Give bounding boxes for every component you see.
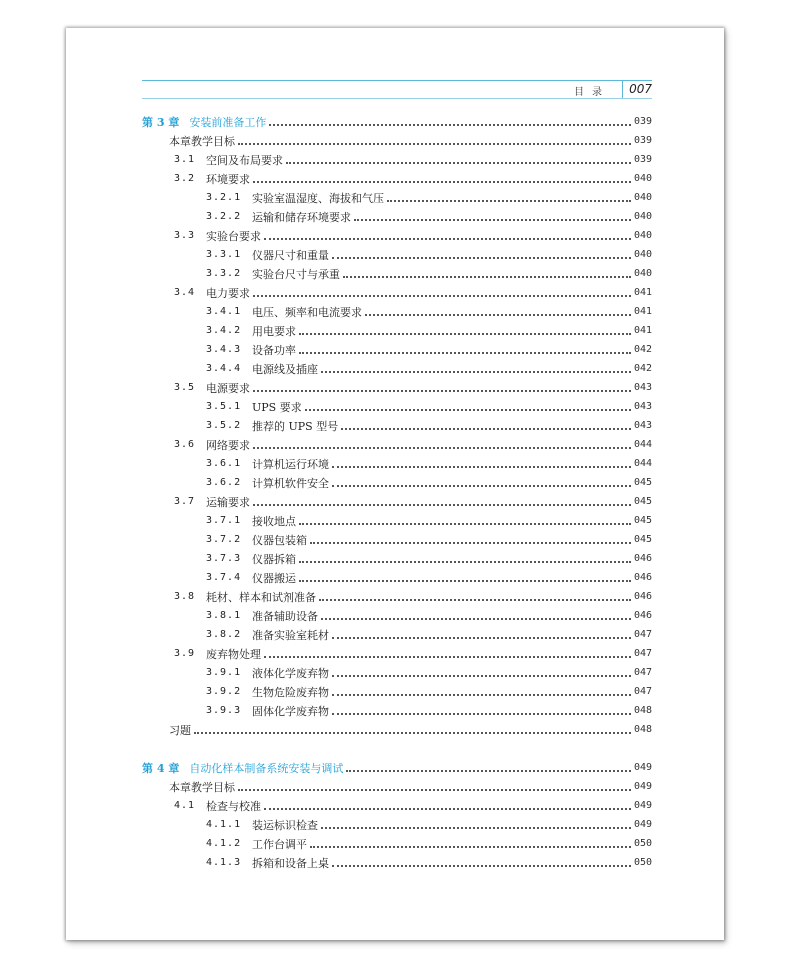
- dot-leader: [299, 352, 631, 354]
- dot-leader: [332, 485, 631, 487]
- dot-leader: [332, 637, 631, 639]
- page-number: 045: [633, 477, 652, 488]
- subsection-title: 固体化学废弃物: [252, 704, 329, 718]
- toc-section[interactable]: [142, 150, 652, 169]
- toc-entry-exercises[interactable]: [142, 720, 652, 739]
- page-number: 040: [633, 268, 652, 279]
- subsection-number: 3.5.1: [206, 401, 242, 412]
- subsection-title: 生物危险废弃物: [252, 685, 329, 699]
- page-number: 046: [633, 591, 652, 602]
- dot-leader: [299, 580, 631, 582]
- section-title: 耗材、样本和试剂准备: [206, 590, 316, 604]
- page-number: 042: [633, 363, 652, 374]
- dot-leader: [253, 447, 631, 449]
- section-title: 检查与校准: [206, 799, 261, 813]
- dot-leader: [332, 694, 631, 696]
- header-page-number: 007: [622, 80, 652, 98]
- subsection-number: 3.8.2: [206, 629, 242, 640]
- dot-leader: [299, 333, 631, 335]
- section-title: 实验台要求: [206, 229, 261, 243]
- toc-section[interactable]: [142, 587, 652, 606]
- subsection-title: 计算机运行环境: [252, 457, 329, 471]
- page-number: 039: [633, 135, 652, 146]
- page-number: 045: [633, 515, 652, 526]
- page-number: 049: [633, 800, 652, 811]
- chapter-title: 自动化样本制备系统安装与调试: [189, 761, 344, 775]
- subsection-number: 3.2.2: [206, 211, 242, 222]
- subsection-number: 3.5.2: [206, 420, 242, 431]
- toc-subsection[interactable]: [142, 416, 652, 435]
- header-bottom-rule: [142, 98, 652, 99]
- dot-leader: [238, 143, 631, 145]
- subsection-title: 仪器包装箱: [252, 533, 307, 547]
- dot-leader: [253, 295, 631, 297]
- subsection-title: 准备辅助设备: [252, 609, 318, 623]
- subsection-number: 3.7.2: [206, 534, 242, 545]
- subsection-title: 工作台调平: [252, 837, 307, 851]
- toc-entry-objectives[interactable]: [142, 777, 652, 796]
- page-number: 041: [633, 287, 652, 298]
- dot-leader: [194, 732, 631, 734]
- subsection-title: 仪器搬运: [252, 571, 296, 585]
- toc-subsection[interactable]: [142, 549, 652, 568]
- page-number: 049: [633, 819, 652, 830]
- section-number: 3.8: [174, 591, 196, 602]
- subsection-number: 3.9.1: [206, 667, 242, 678]
- page-number: 040: [633, 249, 652, 260]
- dot-leader: [253, 504, 631, 506]
- subsection-title: 设备功率: [252, 343, 296, 357]
- dot-leader: [299, 523, 631, 525]
- toc-section[interactable]: [142, 283, 652, 302]
- running-header: [142, 80, 652, 98]
- toc-entry-objectives[interactable]: [142, 131, 652, 150]
- page-number: 041: [633, 325, 652, 336]
- subsection-number: 3.2.1: [206, 192, 242, 203]
- subsection-number: 3.4.1: [206, 306, 242, 317]
- toc-subsection[interactable]: [142, 834, 652, 853]
- subsection-number: 3.4.3: [206, 344, 242, 355]
- toc-subsection[interactable]: [142, 625, 652, 644]
- section-number: 3.2: [174, 173, 196, 184]
- toc-section[interactable]: [142, 378, 652, 397]
- page-number: 045: [633, 534, 652, 545]
- section-number: 3.5: [174, 382, 196, 393]
- section-number: 3.3: [174, 230, 196, 241]
- book-page: [66, 28, 724, 940]
- section-number: 3.6: [174, 439, 196, 450]
- page-number: 040: [633, 173, 652, 184]
- page-number: 040: [633, 211, 652, 222]
- subsection-title: 运输和储存环境要求: [252, 210, 351, 224]
- toc-subsection[interactable]: [142, 606, 652, 625]
- subsection-title: 仪器拆箱: [252, 552, 296, 566]
- subsection-number: 3.9.3: [206, 705, 242, 716]
- page-number: 049: [633, 781, 652, 792]
- toc-section[interactable]: [142, 492, 652, 511]
- dot-leader: [332, 675, 631, 677]
- dot-leader: [286, 162, 631, 164]
- dot-leader: [264, 808, 631, 810]
- toc-subsection[interactable]: [142, 473, 652, 492]
- page-number: 046: [633, 553, 652, 564]
- dot-leader: [332, 466, 631, 468]
- toc-subsection[interactable]: [142, 207, 652, 226]
- subsection-number: 3.4.2: [206, 325, 242, 336]
- page-number: 047: [633, 648, 652, 659]
- toc-subsection[interactable]: [142, 853, 652, 872]
- entry-title: 本章教学目标: [169, 134, 235, 148]
- page-number: 040: [633, 192, 652, 203]
- dot-leader: [299, 561, 631, 563]
- section-title: 电力要求: [206, 286, 250, 300]
- page-number: 043: [633, 401, 652, 412]
- section-number: 4.1: [174, 800, 196, 811]
- subsection-number: 4.1.1: [206, 819, 242, 830]
- dot-leader: [341, 428, 631, 430]
- subsection-number: 4.1.2: [206, 838, 242, 849]
- toc-subsection[interactable]: [142, 302, 652, 321]
- subsection-title: 准备实验室耗材: [252, 628, 329, 642]
- section-title: 废弃物处理: [206, 647, 261, 661]
- toc-subsection[interactable]: [142, 340, 652, 359]
- dot-leader: [387, 200, 631, 202]
- subsection-title: 电压、频率和电流要求: [252, 305, 362, 319]
- toc-subsection[interactable]: [142, 511, 652, 530]
- page-number: 043: [633, 382, 652, 393]
- toc-subsection[interactable]: [142, 454, 652, 473]
- dot-leader: [354, 219, 631, 221]
- page-number: 046: [633, 572, 652, 583]
- subsection-number: 3.6.2: [206, 477, 242, 488]
- subsection-title: 接收地点: [252, 514, 296, 528]
- subsection-title: 液体化学废弃物: [252, 666, 329, 680]
- chapter-title: 安装前准备工作: [189, 115, 267, 129]
- chapter-number: 第 3 章: [142, 115, 180, 129]
- page-number: 044: [633, 439, 652, 450]
- subsection-title: 实验室温湿度、海拔和气压: [252, 191, 384, 205]
- subsection-number: 3.9.2: [206, 686, 242, 697]
- section-title: 环境要求: [206, 172, 250, 186]
- subsection-number: 3.6.1: [206, 458, 242, 469]
- toc-subsection[interactable]: [142, 321, 652, 340]
- subsection-title: 电源线及插座: [252, 362, 318, 376]
- dot-leader: [321, 827, 631, 829]
- toc-section[interactable]: [142, 169, 652, 188]
- page-number: 046: [633, 610, 652, 621]
- toc-subsection[interactable]: [142, 568, 652, 587]
- toc-section[interactable]: [142, 796, 652, 815]
- dot-leader: [321, 618, 631, 620]
- section-title: 空间及布局要求: [206, 153, 283, 167]
- subsection-number: 3.7.3: [206, 553, 242, 564]
- page-number: 039: [633, 154, 652, 165]
- toc-section[interactable]: [142, 644, 652, 663]
- subsection-title: 装运标识检查: [252, 818, 318, 832]
- page-number: 049: [633, 762, 652, 773]
- section-number: 3.4: [174, 287, 196, 298]
- page-number: 048: [633, 705, 652, 716]
- page-number: 050: [633, 838, 652, 849]
- page-number: 047: [633, 686, 652, 697]
- toc-subsection[interactable]: [142, 815, 652, 834]
- subsection-title: 仪器尺寸和重量: [252, 248, 329, 262]
- subsection-number: 3.4.4: [206, 363, 242, 374]
- dot-leader: [365, 314, 631, 316]
- subsection-number: 3.7.1: [206, 515, 242, 526]
- chapter-number: 第 4 章: [142, 761, 180, 775]
- toc-section[interactable]: [142, 435, 652, 454]
- dot-leader: [305, 409, 631, 411]
- section-title: 运输要求: [206, 495, 250, 509]
- dot-leader: [343, 276, 631, 278]
- subsection-number: 3.3.1: [206, 249, 242, 260]
- toc-subsection[interactable]: [142, 397, 652, 416]
- section-number: 3.7: [174, 496, 196, 507]
- subsection-title: UPS 要求: [252, 400, 302, 414]
- dot-leader: [346, 770, 631, 772]
- subsection-title: 拆箱和设备上桌: [252, 856, 329, 870]
- dot-leader: [321, 371, 631, 373]
- section-number: 3.9: [174, 648, 196, 659]
- subsection-title: 计算机软件安全: [252, 476, 329, 490]
- dot-leader: [269, 124, 631, 126]
- entry-title: 本章教学目标: [169, 780, 235, 794]
- subsection-title: 推荐的 UPS 型号: [252, 419, 339, 433]
- dot-leader: [253, 181, 631, 183]
- dot-leader: [332, 865, 631, 867]
- toc-subsection[interactable]: [142, 245, 652, 264]
- subsection-number: 3.3.2: [206, 268, 242, 279]
- dot-leader: [332, 257, 631, 259]
- page-number: 044: [633, 458, 652, 469]
- page-number: 040: [633, 230, 652, 241]
- subsection-number: 3.8.1: [206, 610, 242, 621]
- page-number: 047: [633, 667, 652, 678]
- dot-leader: [253, 390, 631, 392]
- section-title: 电源要求: [206, 381, 250, 395]
- dot-leader: [264, 238, 631, 240]
- toc-subsection[interactable]: [142, 264, 652, 283]
- toc-subsection[interactable]: [142, 530, 652, 549]
- toc-chapter-3[interactable]: [142, 112, 652, 131]
- section-title: 网络要求: [206, 438, 250, 452]
- dot-leader: [319, 599, 631, 601]
- page-number: 043: [633, 420, 652, 431]
- toc-section[interactable]: [142, 226, 652, 245]
- dot-leader: [310, 846, 631, 848]
- subsection-title: 用电要求: [252, 324, 296, 338]
- toc-subsection[interactable]: [142, 701, 652, 720]
- toc-chapter-4[interactable]: [142, 758, 652, 777]
- page-number: 045: [633, 496, 652, 507]
- subsection-title: 实验台尺寸与承重: [252, 267, 340, 281]
- page-number: 048: [633, 724, 652, 735]
- dot-leader: [332, 713, 631, 715]
- section-number: 3.1: [174, 154, 196, 165]
- toc-subsection[interactable]: [142, 663, 652, 682]
- header-rule: [142, 80, 652, 81]
- entry-title: 习题: [169, 723, 191, 737]
- page-number: 042: [633, 344, 652, 355]
- subsection-number: 3.7.4: [206, 572, 242, 583]
- toc-subsection[interactable]: [142, 188, 652, 207]
- page-number: 041: [633, 306, 652, 317]
- page-number: 047: [633, 629, 652, 640]
- subsection-number: 4.1.3: [206, 857, 242, 868]
- toc-subsection[interactable]: [142, 682, 652, 701]
- dot-leader: [310, 542, 631, 544]
- page-number: 039: [633, 116, 652, 127]
- header-label: 目录: [574, 87, 610, 98]
- page-number: 050: [633, 857, 652, 868]
- dot-leader: [264, 656, 631, 658]
- dot-leader: [238, 789, 631, 791]
- toc-subsection[interactable]: [142, 359, 652, 378]
